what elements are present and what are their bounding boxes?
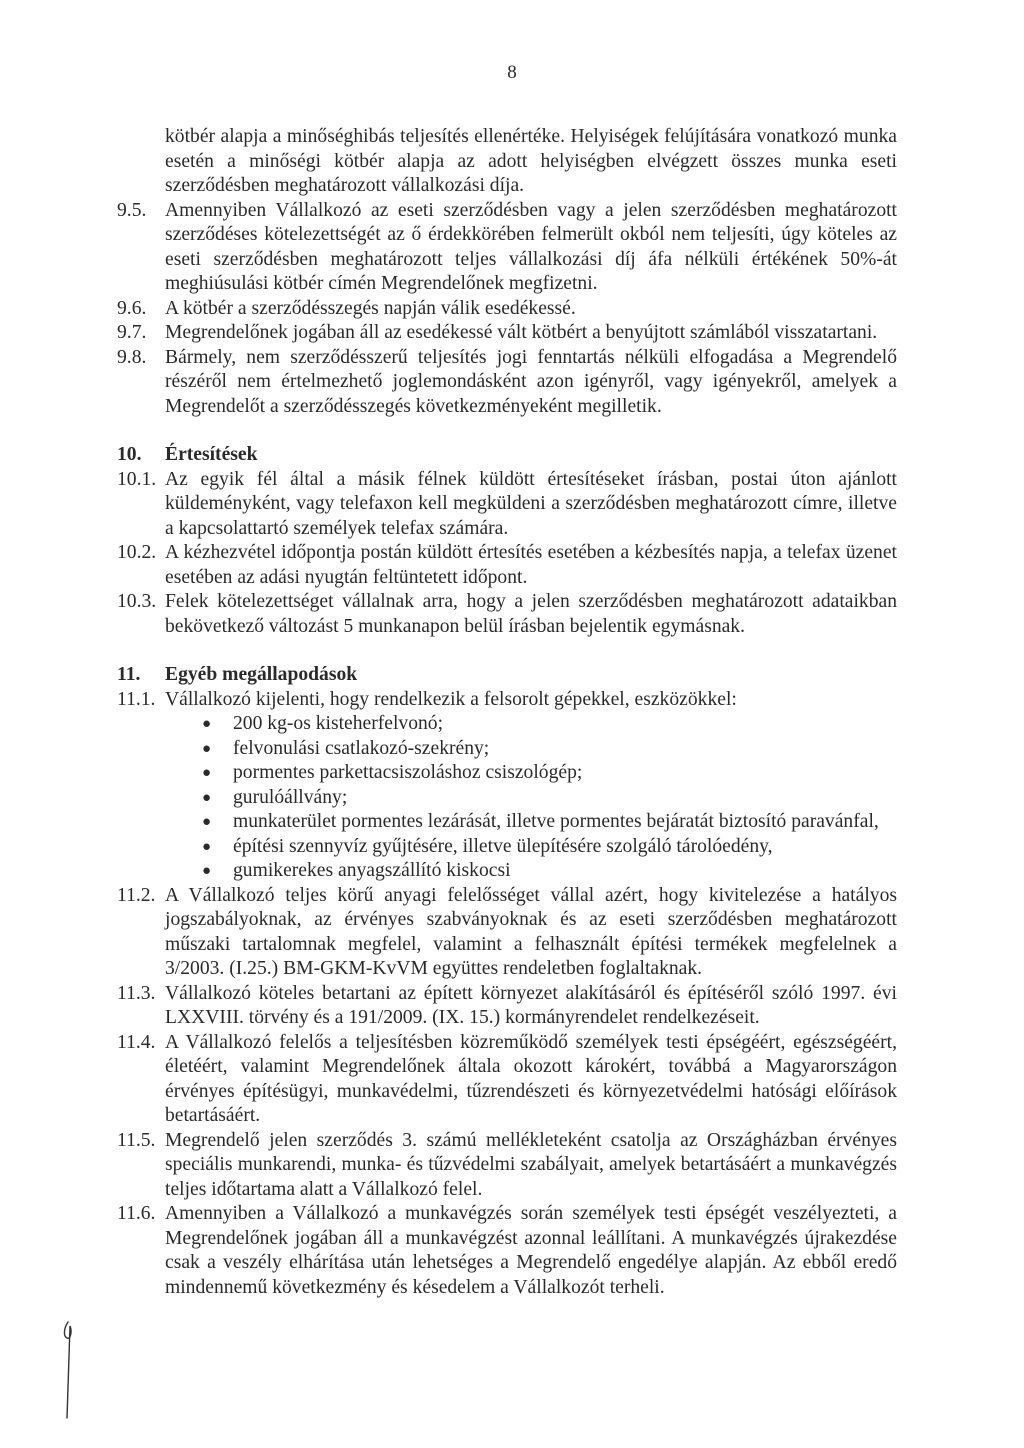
section-title: Értesítések [165,444,258,465]
paragraph-9-8 [117,346,897,420]
paragraph-11-1 [117,688,897,713]
list-item: ● felvonulási csatlakozó-szekrény; [233,737,897,762]
bullet-icon: ● [202,863,212,879]
bullet-icon: ● [202,789,212,806]
section-title: Egyéb megállapodások [165,664,358,685]
paragraph-text: Bármely, nem szerződésszerű teljesítés jogi fenntartás nélküli elfogadása a Megrendelő részéről nem értelmezhető joglemondásként azon igényről, vagy igényekről, amelyek a Megrendelőt a szerződésszegés következményeként megilletik. [165,346,897,417]
paragraph-11-6 [117,1202,897,1300]
paragraph-number: 11.2. [117,884,156,906]
list-item: ● 200 kg-os kisteherfelvonó; [233,712,897,737]
list-item: ● munkaterület pormentes lezárását, illetve pormentes bejáratát biztosító paravánfal, [233,810,897,835]
paragraph-10-3 [117,590,897,639]
paragraph-number: 11.1. [117,688,156,710]
list-item: ● építési szennyvíz gyűjtésére, illetve ülepítésére szolgáló tárolóedény, [233,835,897,860]
paragraph-number: 11.3. [117,982,156,1004]
paragraph-number: 11.6. [117,1203,156,1224]
bullet-icon: ● [202,838,212,855]
paragraph-number: 9.8. [117,346,147,368]
bullet-icon: ● [202,765,212,781]
paragraph-text: A Vállalkozó felelős a teljesítésben közreműködő személyek testi épségéért, egészségéért, életéért, valamint Megrendelőnek általa okozott károkért, továbbá a Magyarországon érvényes építésügyi, munkavédelmi, tűzrendészeti és környezetvédelmi hatósági előírások betartásáért. [165,1031,897,1126]
paragraph-11-5 [117,1129,897,1203]
paragraph-11-4 [117,1031,897,1129]
page-number: 8 [507,62,517,83]
paragraph-9-5 [117,199,897,297]
paragraph-text: Amennyiben Vállalkozó az eseti szerződésben vagy a jelen szerződésben meghatározott szerződéses kötelezettségét az ő érdekkörében felmerült okból nem teljesíti, úgy köteles az eseti szerződésben meghatározott teljes vállalkozási díj áfa nélküli értékének 50%-át meghiúsulási kötbér címén Megrendelőnek megfizetni. [165,199,897,294]
paragraph-text: Az egyik fél által a másik félnek küldött értesítéseket írásban, postai úton ajánlott küldeményként, vagy telefaxon kell megküldeni a szerződésben meghatározott címre, illetve a kapcsolattartó személyek telefax számára. [165,468,897,539]
paragraph-text: kötbér alapja a minőséghibás teljesítés ellenértéke. Helyiségek felújítására vonatkozó munka esetén a minőségi kötbér alapja az adott helyiségben elvégzett összes munka eseti szerződésben meghatározott vállalkozási díja. [165,126,897,196]
bullet-icon: ● [202,814,212,830]
paragraph-text: A kézhezvétel időpontja postán küldött értesítés esetében a kézbesítés napja, a telefax üzenet esetében az adási nyugtán feltüntetett időpont. [165,542,897,588]
paragraph-number: 10.1. [117,468,157,490]
paragraph-number: 10.2. [117,542,157,563]
initials-signature [58,1320,78,1420]
section-number: 10. [117,444,142,465]
section-heading-11 [117,663,897,688]
paragraph-9-4-continued [117,125,897,199]
paragraph-9-7 [117,321,897,346]
paragraph-number: 9.7. [117,322,147,343]
paragraph-text: Vállalkozó köteles betartani az épített környezet alakításáról és építéséről szóló 1997. évi LXXVIII. törvény és a 191/2009. (IX. 15.) kormányrendelet rendelkezéseit. [165,982,897,1028]
bullet-icon: ● [202,716,212,732]
paragraph-text: A kötbér a szerződésszegés napján válik esedékessé. [165,297,576,319]
section-heading-10 [117,443,897,468]
section-number: 11. [117,664,141,685]
list-item: ● pormentes parkettacsiszoláshoz csiszológép; [233,761,897,786]
paragraph-number: 11.5. [117,1129,156,1151]
bullet-icon: ● [202,740,212,757]
paragraph-11-2 [117,884,897,982]
document-body [117,125,897,1300]
paragraph-10-2 [117,541,897,590]
paragraph-number: 10.3. [117,591,157,612]
paragraph-10-1 [117,468,897,542]
paragraph-9-6 [117,297,897,322]
paragraph-text: Megrendelőnek jogában áll az esedékessé vált kötbért a benyújtott számlából visszatartani. [165,322,878,343]
list-item: ● gurulóállvány; [233,786,897,811]
paragraph-number: 11.4. [117,1031,156,1053]
paragraph-text: Felek kötelezettséget vállalnak arra, hogy a jelen szerződésben meghatározott adataikban bekövetkező változást 5 munkanapon belül írásban bejelentik egymásnak. [165,591,897,637]
paragraph-text: Megrendelő jelen szerződés 3. számú mellékleteként csatolja az Országházban érvényes speciális munkarendi, munka- és tűzvédelmi szabályait, amelyek betartásáért a munkavégzés teljes időtartama alatt a Vállalkozó felel. [165,1129,897,1200]
list-item: ● gumikerekes anyagszállító kiskocsi [233,859,897,884]
paragraph-text: Vállalkozó kijelenti, hogy rendelkezik a felsorolt gépekkel, eszközökkel: [165,688,737,710]
paragraph-11-3 [117,982,897,1031]
paragraph-number: 9.5. [117,199,147,221]
paragraph-number: 9.6. [117,297,147,319]
paragraph-text: A Vállalkozó teljes körű anyagi felelősséget vállal azért, hogy kivitelezése a hatályos jogszabályoknak, az érvényes szabványoknak és az eseti szerződésben meghatározott műszaki tartalomnak megfelel, valamint a felhasznált építési termékek megfelelnek a 3/2003. (I.25.) BM-GKM-KvVM együttes rendeletben foglaltaknak. [165,884,897,979]
equipment-list [117,712,897,884]
paragraph-text: Amennyiben a Vállalkozó a munkavégzés során személyek testi épségét veszélyezteti, a Megrendelőnek jogában áll a munkavégzést azonnal leállítani. A munkavégzés újrakezdése csak a veszély elhárítása után lehetséges a Megrendelő engedélye alapján. Az ebből eredő mindennemű következmény és késedelem a Vállalkozót terheli. [165,1203,897,1298]
